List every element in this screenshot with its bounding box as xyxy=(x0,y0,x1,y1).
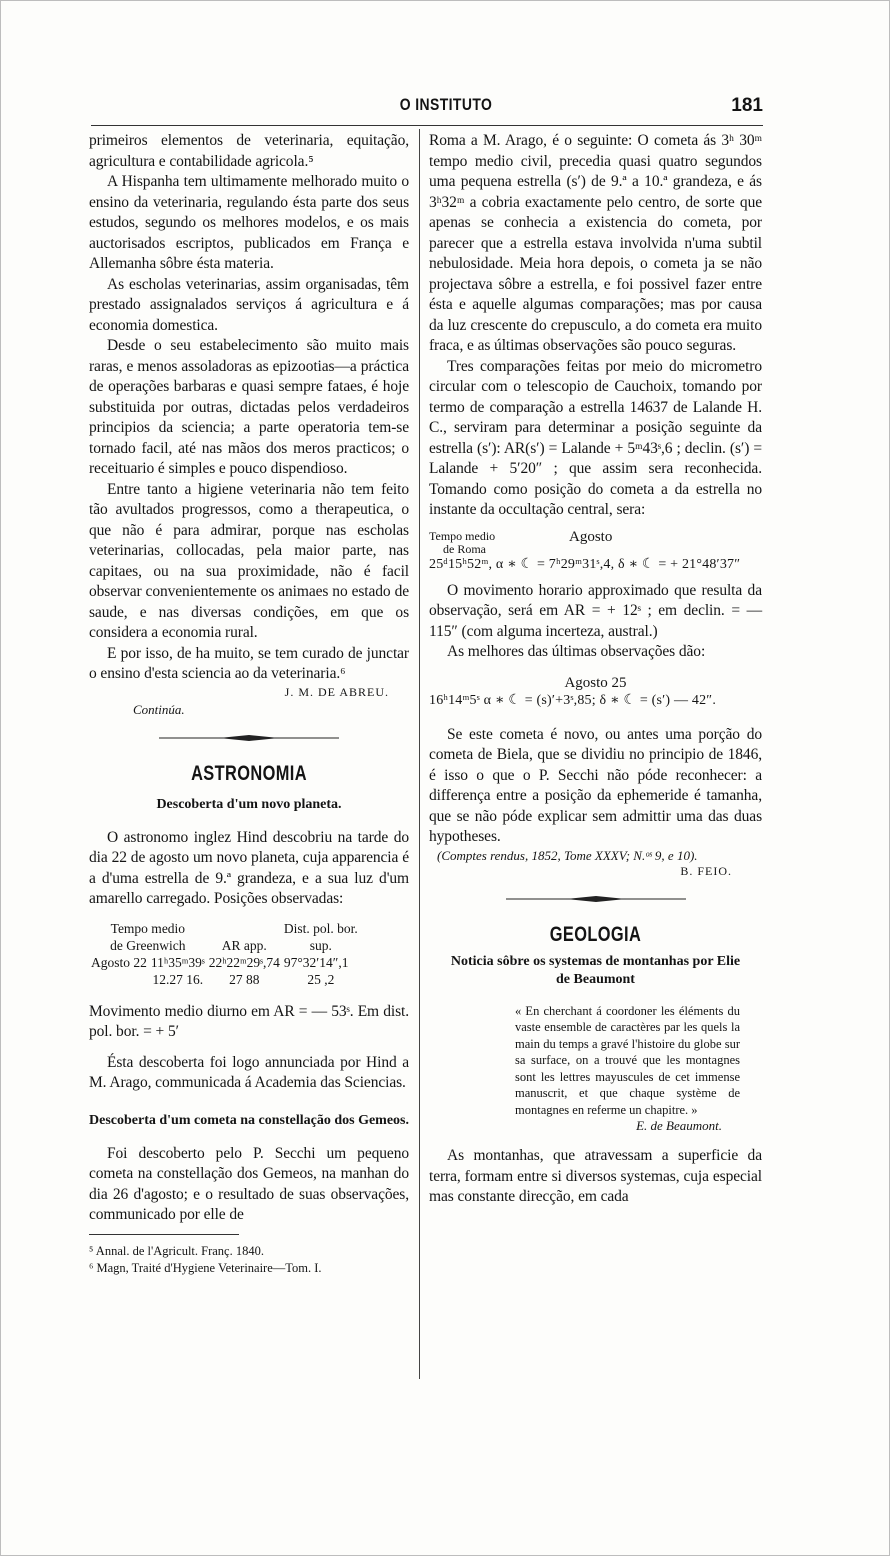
table-cell: 22ʰ22ᵐ29ˢ,74 xyxy=(208,954,280,970)
paragraph: O movimento horario approximado que resulta da observação, será em AR = + 12ˢ ; em declin. = — 115″ (com alguma incerteza, austral.) xyxy=(429,581,762,640)
label-text: de Roma xyxy=(443,541,486,556)
table-cell: 27 88 xyxy=(229,971,260,987)
label-text: Tempo medio xyxy=(429,528,496,543)
paragraph: Foi descoberto pelo P. Secchi um pequeno cometa na constellação dos Gemeos, na manhan do dia 26 d'agosto; e o resultado de suas observações, communicado por elle de xyxy=(89,1144,409,1223)
right-column xyxy=(429,131,762,1208)
running-title: O INSTITUTO xyxy=(399,95,493,114)
author-signature: B. FEIO. xyxy=(680,863,732,878)
continua-note: Continúa. xyxy=(133,701,185,717)
author-signature: J. M. DE ABREU. xyxy=(284,684,389,699)
table-cell: 11ʰ35ᵐ39ˢ xyxy=(150,954,205,970)
paragraph: Entre tanto a higiene veterinaria não tem feito tão avultados progressos, como a therapeutica, o que não é para admirar, porque nas escholas veterinarias, collocadas, pela maior parte, nas capitaes, ou na sua proximidade, não é facil observar convenientemente os animaes no estado de saude, e nas diversas condições, em que os considera a economia rural. xyxy=(89,480,409,641)
paragraph: Desde o seu estabelecimento são muito mais raras, e menos assoladoras as epizootias—a práctica de operações barbaras e quasi sempre fataes, é hoje substituida por outras, dictadas pelos verdadeiros principios da sciencia; a parte operatoria tem-se tornado facil, até nas mãos dos meros practicos; o receituario é simples e pouco dispendioso. xyxy=(89,337,409,477)
table-row xyxy=(89,954,360,971)
table-cell: 97°32′14″,1 xyxy=(283,954,349,970)
epigraph-author: E. de Beaumont. xyxy=(636,1118,722,1133)
column-divider xyxy=(419,129,420,1379)
ephemeris-block xyxy=(429,529,762,573)
table-header-cell: de Greenwich xyxy=(110,937,186,953)
table-header-cell: Dist. pol. bor. xyxy=(283,920,358,936)
footnote-rule xyxy=(89,1234,239,1235)
ephemeris-formula: 25ᵈ15ʰ52ᵐ, α ∗ ☾ = 7ʰ29ᵐ31ˢ,4, δ ∗ ☾ = + 21°48′37″ xyxy=(429,556,741,572)
citation: (Comptes rendus, 1852, Tome XXXV; N.ᵒˢ 9, e 10). xyxy=(437,847,698,863)
table-cell xyxy=(89,971,149,988)
table-header-cell: sup. xyxy=(309,937,332,953)
table-header-row xyxy=(89,920,360,937)
header-rule xyxy=(91,125,763,126)
paragraph: As escholas veterinarias, assim organisadas, têm prestado assignalados serviços á agricultura e á economia domestica. xyxy=(89,275,409,334)
paragraph: Ésta descoberta foi logo annunciada por Hind a M. Arago, communicada á Academia das Sciencias. xyxy=(89,1053,409,1091)
ephemeris-formula: 16ʰ14ᵐ5ˢ α ∗ ☾ = (s)′+3ˢ,85; δ ∗ ☾ = (s′) — 42″. xyxy=(429,692,717,708)
paragraph: primeiros elementos de veterinaria, equitação, agricultura e contabilidade agricola.⁵ xyxy=(89,132,409,170)
paragraph: Se este cometa é novo, ou antes uma porção do cometa de Biela, que se dividiu no principio de 1846, é isso o que o P. Secchi não póde reconhecer: a differença entre a posição da ephemeride é tamanha, que se não póde explicar sem admittir uma das duas hypotheses. xyxy=(429,725,762,845)
ephemeris-month: Agosto 25 xyxy=(564,674,627,691)
table-cell: Agosto 22 xyxy=(91,954,147,970)
left-column xyxy=(89,131,409,1277)
table-header-cell xyxy=(207,920,282,937)
paragraph: As melhores das últimas observações dão: xyxy=(447,643,706,660)
section-heading-geologia: GEOLOGIA xyxy=(549,922,642,946)
table-cell: 25 ,2 xyxy=(307,971,335,987)
page-number: 181 xyxy=(731,95,763,116)
table-header-row xyxy=(89,937,360,954)
table-row xyxy=(89,971,360,988)
ephemeris-month: Agosto xyxy=(569,528,613,545)
ephemeris-block xyxy=(429,675,762,709)
paragraph: As montanhas, que atravessam a superficie da terra, formam entre si diversos systemas, cuja especial mas constante direcção, em cada xyxy=(429,1147,762,1205)
paragraph: O astronomo inglez Hind descobriu na tarde do dia 22 de agosto um novo planeta, cuja apparencia é a d'uma estrella de 9.ª grandeza, e a sua luz d'um amarello carregado. Posições observadas: xyxy=(89,828,409,907)
footnote: ⁶ Magn, Traité d'Hygiene Veterinaire—Tom. I. xyxy=(89,1260,322,1275)
paragraph: Movimento medio diurno em AR = — 53ˢ. Em dist. pol. bor. = + 5′ xyxy=(89,1002,409,1040)
observations-table xyxy=(89,920,360,988)
paragraph: A Hispanha tem ultimamente melhorado muito o ensino da veterinaria, regulando ésta parte dos seus estudos, segundo os melhores modelos, e os mais auctorisados escriptos, publicados em França e Allemanha sôbre ésta materia. xyxy=(89,173,409,272)
section-ornament-rule xyxy=(506,895,686,903)
ephemeris-header xyxy=(429,529,762,556)
paragraph: Roma a M. Arago, é o seguinte: O cometa ás 3ʰ 30ᵐ tempo medio civil, precedia quasi quatro segundos uma pequena estrella (s′) de 9.ª a 10.ª grandeza, e ás 3ʰ32ᵐ a cobria exactamente pelo centro, de sorte que apenas se conhecia a existencia do cometa, por parecer que a estrella estava involvida n'uma subtil nebulosidade. Meia hora depois, o cometa ja se não projectava sôbre a estrella, e foi possivel fazer entre ésta e aquelle algumas comparações; mas por causa da luz crescente do crepusculo, a do cometa era muito fraca, e as últimas observações são pouco seguras. xyxy=(429,132,762,354)
section-ornament-rule xyxy=(159,734,339,742)
table-header-cell: AR app. xyxy=(221,937,267,953)
ephemeris-time-label xyxy=(429,530,569,556)
paragraph: E por isso, de ha muito, se tem curado de junctar o ensino d'esta sciencia ao da veterinaria.⁶ xyxy=(89,644,409,682)
footnotes xyxy=(89,1243,409,1277)
article-subheading: Descoberta d'um cometa na constellação dos Gemeos. xyxy=(89,1112,410,1128)
article-subheading: Noticia sôbre os systemas de montanhas por Elie de Beaumont xyxy=(450,953,741,987)
article-subheading: Descoberta d'um novo planeta. xyxy=(156,796,342,812)
table-cell: 12.27 16. xyxy=(152,971,204,987)
section-heading-astronomia: ASTRONOMIA xyxy=(191,761,307,785)
paragraph: Tres comparações feitas por meio do micrometro circular com o telescopio de Cauchoix, tomando por termo de comparação a estrella 14637 de Lalande H. C., serviram para determinar a posição seguinte da estrella (s′): AR(s′) = Lalande + 5ᵐ43ˢ,6 ; declin. (s′) = Lalande + 5′20″ ; que assim sera reconhecida. Tomando como posição do cometa a da estrella no instante da occultação central, sera: xyxy=(429,357,762,518)
epigraph-quote: « En cherchant á coordoner les éléments du vaste ensemble de caractères par les quels la main du temps a gravé l'histoire du globe sur sa surface, on a trouvé que les montagnes sont les lettres mayuscules de cet immense manuscrit, et que chaque système de montagnes en referme un chapitre. » xyxy=(515,1003,740,1117)
footnote: ⁵ Annal. de l'Agricult. Franç. 1840. xyxy=(89,1243,264,1258)
table-header-cell: Tempo medio xyxy=(110,920,186,936)
